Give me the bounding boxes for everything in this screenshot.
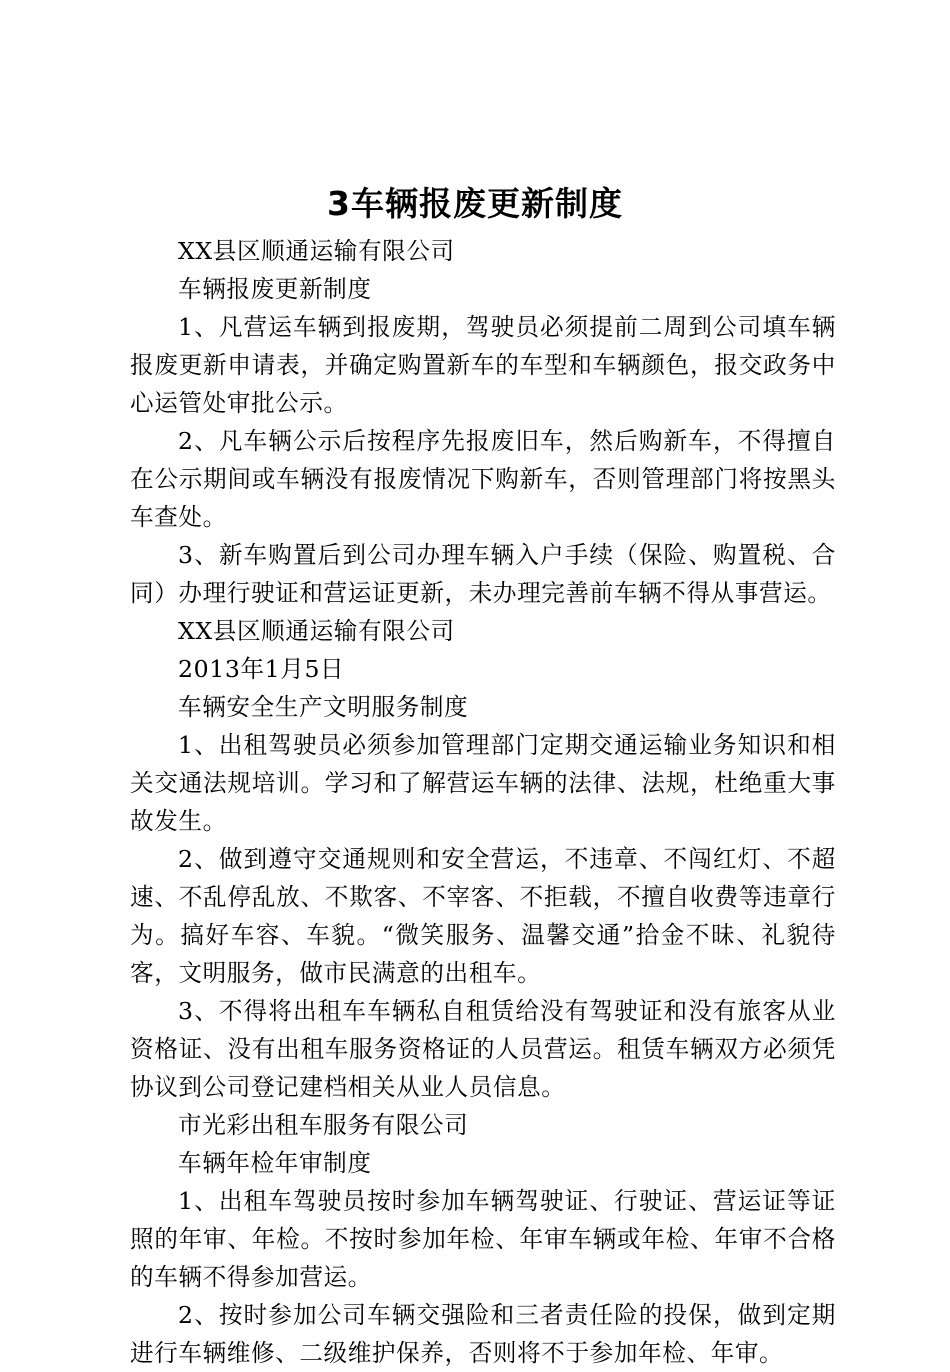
paragraph: 1、出租驾驶员必须参加管理部门定期交通运输业务知识和相关交通法规培训。学习和了解营运车辆的法律、法规，杜绝重大事故发生。: [130, 731, 836, 835]
section-heading: 车辆安全生产文明服务制度: [178, 693, 469, 721]
document-title: 3车辆报废更新制度: [327, 184, 623, 223]
paragraph: 2、凡车辆公示后按程序先报废旧车，然后购新车，不得擅自在公示期间或车辆没有报废情况下购新车，否则管理部门将按黑头车查处。: [130, 427, 836, 531]
paragraph: 2、按时参加公司车辆交强险和三者责任险的投保，做到定期进行车辆维修、二级维护保养，否则将不于参加年检、年审。: [130, 1301, 836, 1367]
section-heading: 车辆报废更新制度: [178, 275, 372, 303]
paragraph: 2、做到遵守交通规则和安全营运，不违章、不闯红灯、不超速、不乱停乱放、不欺客、不宰客、不拒载，不擅自收费等违章行为。搞好车容、车貌。“微笑服务、温馨交通”拾金不昧、礼貌待客，文明服务，做市民满意的出租车。: [130, 845, 836, 987]
paragraph: 3、新车购置后到公司办理车辆入户手续（保险、购置税、合同）办理行驶证和营运证更新，未办理完善前车辆不得从事营运。: [130, 541, 836, 607]
section-heading: 车辆年检年审制度: [178, 1149, 372, 1177]
paragraph: 1、出租车驾驶员按时参加车辆驾驶证、行驶证、营运证等证照的年审、年检。不按时参加年检、年审车辆或年检、年审不合格的车辆不得参加营运。: [130, 1187, 836, 1291]
paragraph: 3、不得将出租车车辆私自租赁给没有驾驶证和没有旅客从业资格证、没有出租车服务资格证的人员营运。租赁车辆双方必须凭协议到公司登记建档相关从业人员信息。: [130, 997, 836, 1101]
company-name: XX县区顺通运输有限公司: [178, 617, 455, 645]
company-name: 市光彩出租车服务有限公司: [178, 1111, 469, 1139]
date: 2013年1月5日: [178, 655, 345, 683]
company-name: XX县区顺通运输有限公司: [178, 237, 455, 265]
paragraph: 1、凡营运车辆到报废期，驾驶员必须提前二周到公司填车辆报废更新申请表，并确定购置新车的车型和车辆颜色，报交政务中心运管处审批公示。: [130, 313, 836, 417]
document-body: [130, 232, 836, 1372]
